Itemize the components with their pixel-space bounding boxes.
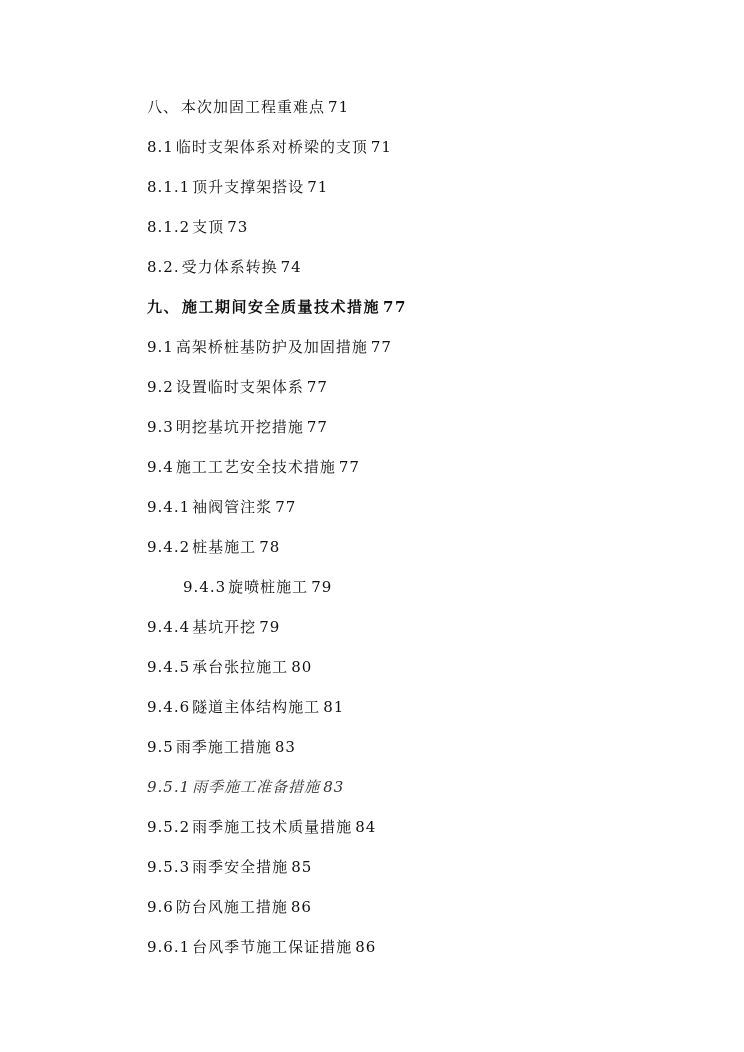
toc-entry-page: 78 bbox=[259, 538, 281, 556]
toc-entry-title: 隧道主体结构施工 bbox=[192, 698, 321, 716]
toc-entry-title: 雨季施工准备措施 bbox=[192, 778, 321, 796]
toc-entry-page: 85 bbox=[291, 858, 313, 876]
toc-entry-title: 雨季安全措施 bbox=[192, 858, 289, 876]
toc-entry-title: 高架桥桩基防护及加固措施 bbox=[175, 338, 368, 356]
toc-entry-title: 施工工艺安全技术措施 bbox=[175, 458, 336, 476]
toc-entry-page: 81 bbox=[323, 698, 345, 716]
toc-entry-page: 71 bbox=[328, 98, 350, 116]
toc-entry-number: 8.1 bbox=[147, 138, 174, 156]
toc-entry-title: 旋喷桩施工 bbox=[228, 578, 309, 596]
toc-entry-9-4-2[interactable] bbox=[147, 537, 280, 557]
toc-entry-page: 84 bbox=[355, 818, 377, 836]
toc-entry-number: 9.5.3 bbox=[147, 858, 191, 876]
toc-entry-number: 9.1 bbox=[147, 338, 174, 356]
toc-entry-title: 桩基施工 bbox=[192, 538, 257, 556]
toc-entry-9-6-1[interactable] bbox=[147, 937, 376, 957]
toc-entry-9-6[interactable] bbox=[147, 897, 312, 917]
toc-entry-title: 承台张拉施工 bbox=[192, 658, 289, 676]
toc-entry-number: 9.4.1 bbox=[147, 498, 191, 516]
toc-entry-number: 9.4.3 bbox=[183, 578, 227, 596]
toc-entry-9-2[interactable] bbox=[147, 377, 328, 397]
toc-entry-number: 八、 bbox=[147, 98, 180, 116]
toc-entry-page: 73 bbox=[227, 218, 249, 236]
toc-entry-8[interactable] bbox=[147, 97, 349, 117]
toc-entry-number: 9.3 bbox=[147, 418, 174, 436]
toc-entry-page: 79 bbox=[259, 618, 281, 636]
toc-entry-number: 8.1.2 bbox=[147, 218, 191, 236]
toc-entry-number: 9.4.5 bbox=[147, 658, 191, 676]
toc-entry-9-5-2[interactable] bbox=[147, 817, 376, 837]
toc-entry-title: 防台风施工措施 bbox=[175, 898, 288, 916]
toc-entry-number: 9.6 bbox=[147, 898, 174, 916]
toc-entry-9-5-3[interactable] bbox=[147, 857, 312, 877]
toc-entry-page: 86 bbox=[290, 898, 312, 916]
toc-entry-number: 9.4.2 bbox=[147, 538, 191, 556]
toc-entry-number: 9.4 bbox=[147, 458, 174, 476]
toc-entry-page: 77 bbox=[306, 418, 328, 436]
toc-entry-title: 台风季节施工保证措施 bbox=[192, 938, 353, 956]
toc-entry-9-1[interactable] bbox=[147, 337, 392, 357]
toc-entry-number: 9.5.2 bbox=[147, 818, 191, 836]
toc-entry-title: 雨季施工措施 bbox=[175, 738, 272, 756]
toc-entry-page: 77 bbox=[306, 378, 328, 396]
toc-entry-9-3[interactable] bbox=[147, 417, 328, 437]
toc-entry-title: 本次加固工程重难点 bbox=[181, 98, 326, 116]
toc-entry-title: 顶升支撑架搭设 bbox=[192, 178, 305, 196]
toc-entry-page: 83 bbox=[274, 738, 296, 756]
toc-entry-9-4-6[interactable] bbox=[147, 697, 344, 717]
toc-entry-9-4-4[interactable] bbox=[147, 617, 280, 637]
toc-entry-9-5-1[interactable] bbox=[147, 777, 344, 797]
toc-entry-9[interactable] bbox=[147, 297, 407, 317]
toc-entry-page: 77 bbox=[383, 298, 407, 316]
toc-entry-title: 基坑开挖 bbox=[192, 618, 257, 636]
toc-entry-title: 明挖基坑开挖措施 bbox=[175, 418, 304, 436]
toc-entry-number: 9.4.4 bbox=[147, 618, 191, 636]
toc-entry-title: 临时支架体系对桥梁的支顶 bbox=[175, 138, 368, 156]
toc-entry-page: 77 bbox=[338, 458, 360, 476]
toc-entry-title: 支顶 bbox=[192, 218, 225, 236]
toc-entry-9-4[interactable] bbox=[147, 457, 360, 477]
toc-entry-page: 77 bbox=[370, 338, 392, 356]
toc-entry-title: 施工期间安全质量技术措施 bbox=[182, 298, 381, 316]
toc-entry-8-1-2[interactable] bbox=[147, 217, 248, 237]
toc-entry-number: 9.2 bbox=[147, 378, 174, 396]
toc-entry-title: 袖阀管注浆 bbox=[192, 498, 273, 516]
toc-entry-8-1-1[interactable] bbox=[147, 177, 328, 197]
toc-entry-number: 8.2. bbox=[147, 258, 180, 276]
toc-entry-9-5[interactable] bbox=[147, 737, 296, 757]
toc-entry-page: 77 bbox=[275, 498, 297, 516]
toc-entry-8-1[interactable] bbox=[147, 137, 392, 157]
toc-entry-page: 71 bbox=[370, 138, 392, 156]
toc-entry-page: 79 bbox=[311, 578, 333, 596]
toc-entry-number: 8.1.1 bbox=[147, 178, 191, 196]
toc-entry-title: 雨季施工技术质量措施 bbox=[192, 818, 353, 836]
toc-entry-number: 9.5.1 bbox=[147, 778, 191, 796]
toc-entry-title: 设置临时支架体系 bbox=[175, 378, 304, 396]
toc-entry-page: 71 bbox=[307, 178, 329, 196]
toc-entry-number: 9.6.1 bbox=[147, 938, 191, 956]
toc-entry-number: 九、 bbox=[147, 298, 181, 316]
toc-entry-9-4-5[interactable] bbox=[147, 657, 312, 677]
toc-entry-page: 86 bbox=[355, 938, 377, 956]
toc-entry-9-4-3[interactable] bbox=[183, 577, 332, 597]
toc-entry-page: 74 bbox=[280, 258, 302, 276]
toc-entry-page: 80 bbox=[291, 658, 313, 676]
toc-entry-8-2[interactable] bbox=[147, 257, 302, 277]
toc-entry-number: 9.5 bbox=[147, 738, 174, 756]
toc-entry-9-4-1[interactable] bbox=[147, 497, 296, 517]
toc-entry-number: 9.4.6 bbox=[147, 698, 191, 716]
toc-entry-title: 受力体系转换 bbox=[181, 258, 278, 276]
toc-entry-page: 83 bbox=[323, 778, 345, 796]
